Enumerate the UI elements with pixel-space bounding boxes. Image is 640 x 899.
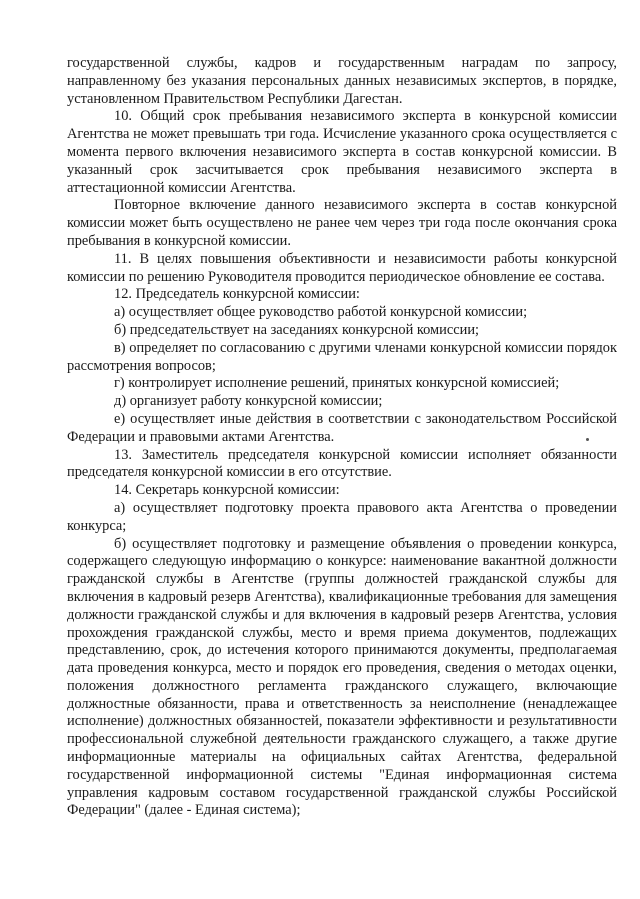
- list-item-14-a: а) осуществляет подготовку проекта правового акта Агентства о проведении конкурса;: [67, 499, 617, 534]
- scan-speck: [586, 438, 589, 441]
- paragraph-10-term-limit: 10. Общий срок пребывания независимого эксперта в конкурсной комиссии Агентства не может превышать три года. Исчисление указанного срока осуществляется с момента первого включения независимого эксперта в состав конкурсной комиссии. В указанный срок засчитывается срок пребывания независимого эксперта в аттестационной комиссии Агентства.: [67, 108, 617, 196]
- paragraph-11-renewal: 11. В целях повышения объективности и независимости работы конкурсной комиссии по решению Руководителя проводится периодическое обновление ее состава.: [67, 250, 617, 285]
- paragraph-continuation-9: государственной службы, кадров и государственным наградам по запросу, направленному без указания персональных данных независимых экспертов, в порядке, установленном Правительством Республики Дагестан.: [67, 55, 617, 107]
- list-item-12-a: а) осуществляет общее руководство работой конкурсной комиссии;: [114, 304, 528, 321]
- list-item-12-g: г) контролирует исполнение решений, принятых конкурсной комиссией;: [114, 375, 560, 392]
- list-item-12-b: б) председательствует на заседаниях конкурсной комиссии;: [114, 321, 480, 338]
- list-item-12-e: е) осуществляет иные действия в соответствии с законодательством Российской Федерации и правовыми актами Агентства.: [67, 410, 617, 445]
- paragraph-10-repeat-inclusion: Повторное включение данного независимого эксперта в состав конкурсной комиссии может быть осуществлено не ранее чем через три года после окончания срока пребывания в конкурсной комиссии.: [67, 197, 617, 249]
- document-body: [67, 55, 617, 820]
- paragraph-14-secretary: 14. Секретарь конкурсной комиссии:: [114, 482, 340, 499]
- list-item-14-b: б) осуществляет подготовку и размещение объявления о проведении конкурса, содержащего следующую информацию о конкурсе: наименование вакантной должности гражданской службы в Агентстве (группы должностей гражданской службы для включения в кадровый резерв Агентства), квалификационные требования для замещения должности гражданской службы и для включения в кадровый резерв Агентства, условия прохождения гражданской службы, место и время приема документов, подлежащих представлению, срок, до истечения которого принимаются документы, предполагаемая дата проведения конкурса, место и порядок его проведения, сведения о методах оценки, положения должностного регламента гражданского служащего, включающие должностные обязанности, права и ответственность за неисполнение (ненадлежащее исполнение) должностных обязанностей, показатели эффективности и результативности профессиональной служебной деятельности гражданского служащего, а также другие информационные материалы на официальных сайтах Агентства, федеральной государственной информационной системы "Единая информационная система управления кадровым составом государственной гражданской службы Российской Федерации" (далее - Единая система);: [67, 535, 617, 819]
- list-item-12-d: д) организует работу конкурсной комиссии;: [114, 393, 383, 410]
- paragraph-13-deputy: 13. Заместитель председателя конкурсной комиссии исполняет обязанности председателя конкурсной комиссии в его отсутствие.: [67, 446, 617, 481]
- list-item-12-v: в) определяет по согласованию с другими членами конкурсной комиссии порядок рассмотрения вопросов;: [67, 339, 617, 374]
- paragraph-12-chairman: 12. Председатель конкурсной комиссии:: [114, 286, 360, 303]
